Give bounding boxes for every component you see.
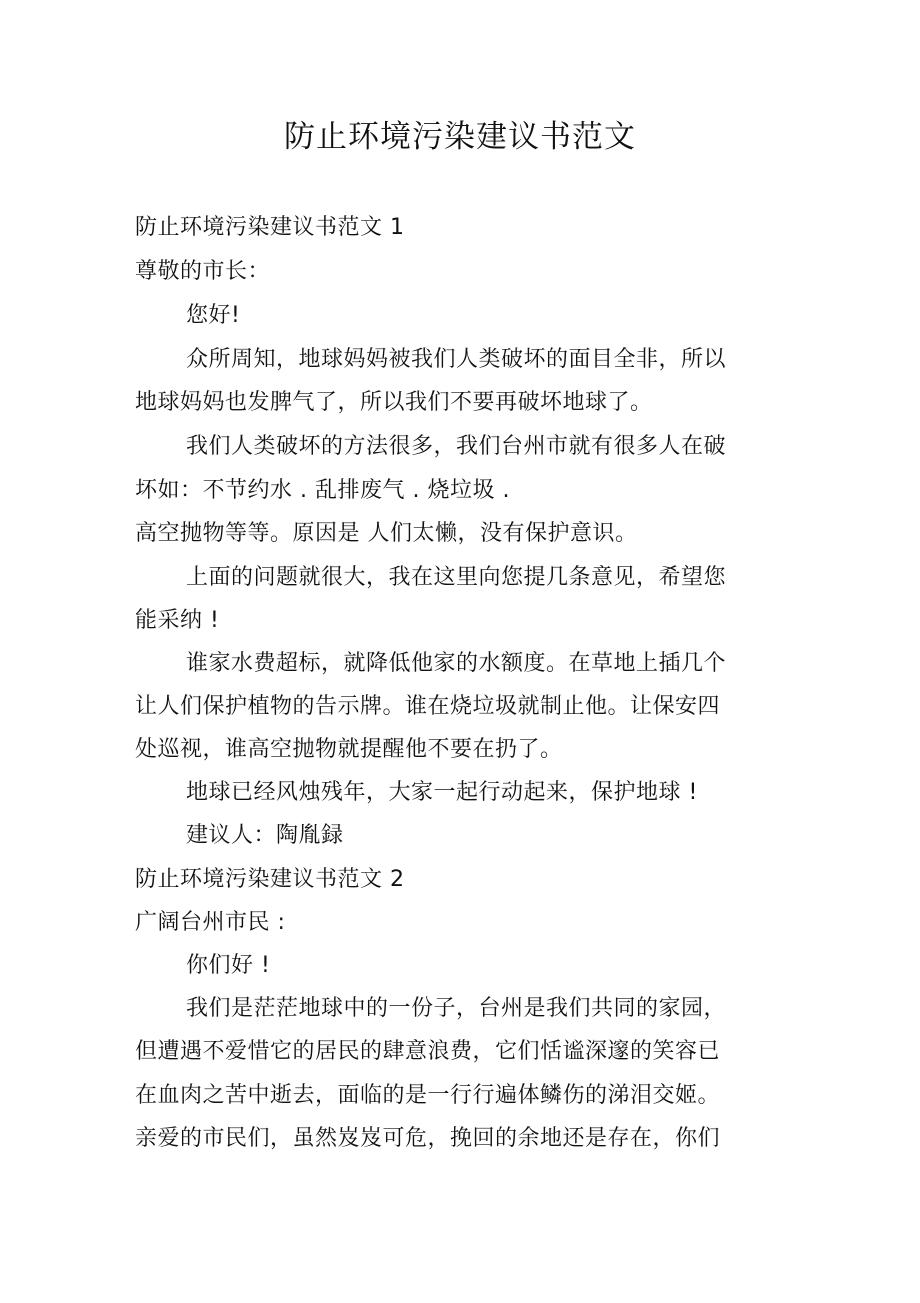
greeting: 您好! bbox=[186, 303, 241, 328]
paragraph-line: 坏如：不节约水 . 乱排废气 . 烧垃圾 . bbox=[135, 478, 510, 503]
paragraph-line: 亲爱的市民们，虽然岌岌可危，挽回的余地还是存在，你们 bbox=[135, 1126, 721, 1151]
paragraph-line: 但遭遇不爱惜它的居民的肆意浪费，它们恬谧深邃的笑容已 bbox=[135, 1039, 721, 1064]
document-title: 防止环境污染建议书范文 bbox=[284, 119, 636, 155]
paragraph-line: 处巡视，谁高空抛物就提醒他不要在扔了。 bbox=[135, 737, 563, 762]
greeting: 你们好 ! bbox=[186, 953, 271, 978]
section-heading-1: 防止环境污染建议书范文 1 bbox=[135, 215, 405, 240]
paragraph-line: 地球妈妈也发脾气了，所以我们不要再破坏地球了。 bbox=[135, 390, 653, 415]
paragraph-line: 高空抛物等等。原因是 人们太懒，没有保护意识。 bbox=[135, 521, 638, 546]
paragraph-line: 能采纳 ! bbox=[135, 608, 220, 633]
paragraph-line: 谁家水费超标，就降低他家的水额度。在草地上插几个 bbox=[186, 651, 727, 676]
salutation: 广阔台州市民 : bbox=[135, 910, 286, 935]
salutation: 尊敬的市长： bbox=[135, 259, 271, 284]
paragraph-line: 众所周知，地球妈妈被我们人类破坏的面目全非，所以 bbox=[186, 347, 727, 372]
paragraph-line: 地球已经风烛残年，大家一起行动起来，保护地球 ! bbox=[186, 780, 698, 805]
paragraph-line: 我们是茫茫地球中的一份子，台州是我们共同的家园， bbox=[186, 996, 727, 1021]
paragraph-line: 上面的问题就很大，我在这里向您提几条意见，希望您 bbox=[186, 565, 727, 590]
signature-line: 建议人：陶胤録 bbox=[186, 823, 344, 848]
paragraph-line: 让人们保护植物的告示牌。谁在烧垃圾就制止他。让保安四 bbox=[135, 694, 721, 719]
paragraph-line: 在血肉之苦中逝去，面临的是一行行遍体鳞伤的涕泪交姬。 bbox=[135, 1083, 721, 1108]
section-heading-2: 防止环境污染建议书范文 2 bbox=[135, 867, 405, 892]
paragraph-line: 我们人类破坏的方法很多，我们台州市就有很多人在破 bbox=[186, 434, 727, 459]
